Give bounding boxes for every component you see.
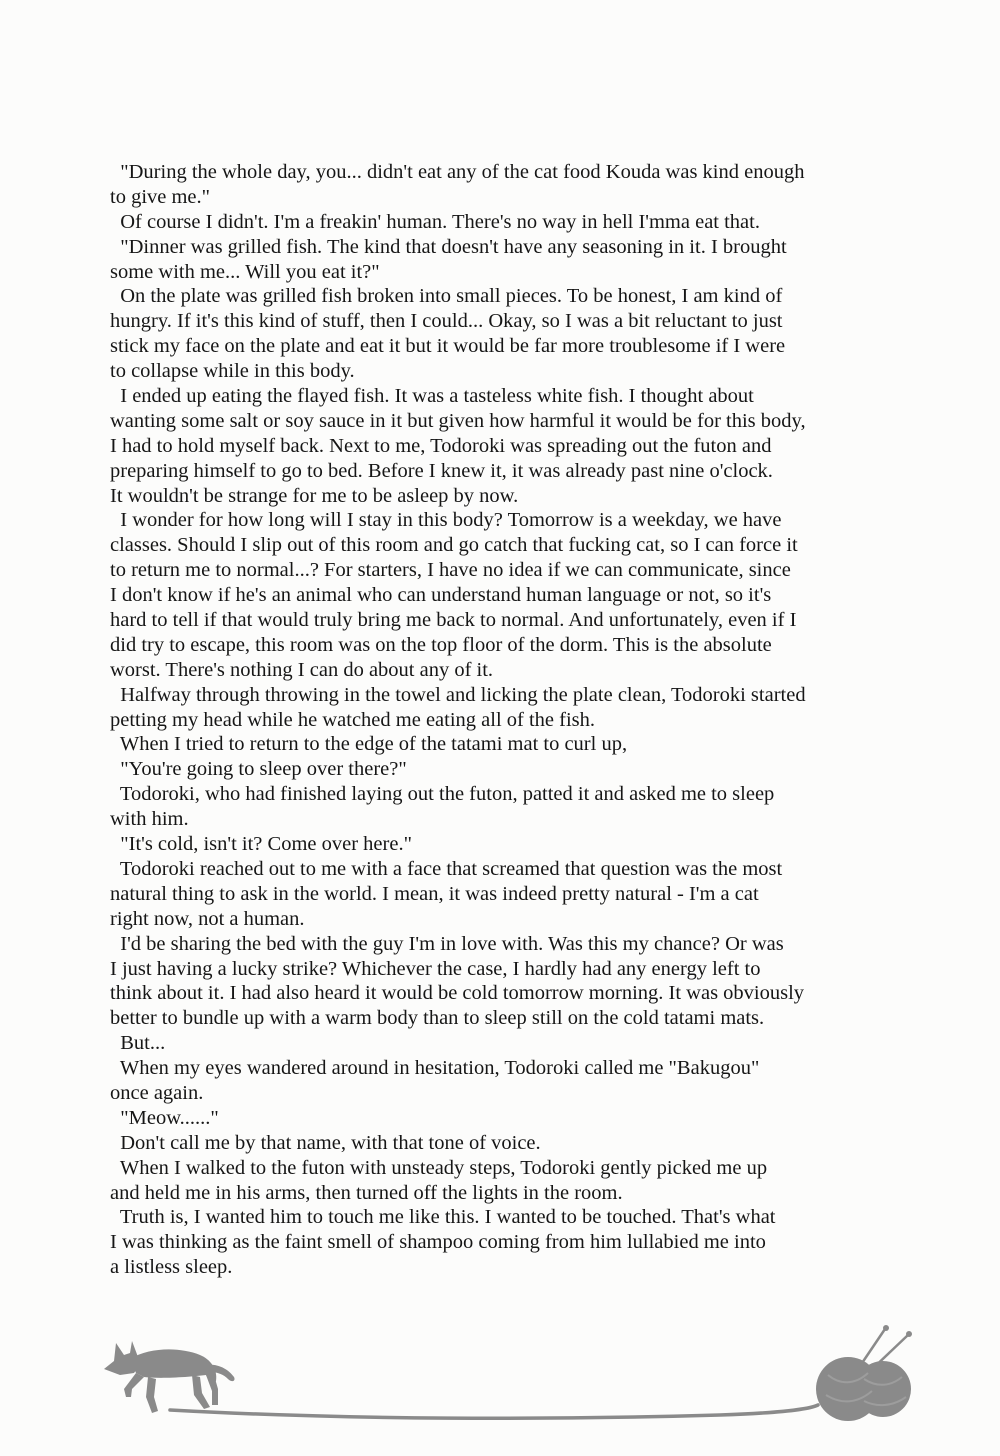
text-line: with him. [110,808,189,831]
text-line: Todoroki reached out to me with a face that screamed that question was the most [110,857,783,880]
text-line: and held me in his arms, then turned off the lights in the room. [110,1181,623,1204]
text-line: some with me... Will you eat it?" [110,260,380,283]
text-line: once again. [110,1081,204,1104]
text-line: Todoroki, who had finished laying out the futon, patted it and asked me to sleep [110,783,775,806]
text-line: classes. Should I slip out of this room and go catch that fucking cat, so I can force it [110,534,798,557]
text-line: When my eyes wandered around in hesitation, Todoroki called me "Bakugou" [110,1057,760,1080]
cat-silhouette-icon [104,1341,235,1413]
text-line: better to bundle up with a warm body than to sleep still on the cold tatami mats. [110,1007,765,1030]
text-line: petting my head while he watched me eating all of the fish. [110,708,596,731]
text-line: hungry. If it's this kind of stuff, then I could... Okay, so I was a bit reluctant to just [110,310,783,333]
yarn-ball-with-needles-icon [816,1325,912,1421]
text-line: wanting some salt or soy sauce in it but given how harmful it would be for this body, [110,409,806,432]
text-line: It wouldn't be strange for me to be asleep by now. [110,484,519,507]
text-line: to give me." [110,185,211,208]
yarn-line [170,1405,818,1418]
story-text [110,160,880,1280]
text-line: I just having a lucky strike? Whichever the case, I hardly had any energy left to [110,957,761,980]
text-line: "It's cold, isn't it? Come over here." [110,833,412,856]
text-line: worst. There's nothing I can do about any of it. [110,658,494,681]
text-line: "You're going to sleep over there?" [110,758,407,781]
text-line: to return me to normal...? For starters, I have no idea if we can communicate, since [110,559,791,582]
text-line: I don't know if he's an animal who can understand human language or not, so it's [110,584,772,607]
text-line: right now, not a human. [110,907,305,930]
text-line: When I walked to the futon with unsteady steps, Todoroki gently picked me up [110,1156,768,1179]
footer-art [100,1325,920,1425]
text-line: Don't call me by that name, with that tone of voice. [110,1131,541,1154]
text-line: Of course I didn't. I'm a freakin' human. There's no way in hell I'mma eat that. [110,210,760,233]
footer-decoration [100,1325,920,1425]
text-line: I had to hold myself back. Next to me, Todoroki was spreading out the futon and [110,434,772,457]
text-line: Truth is, I wanted him to touch me like this. I wanted to be touched. That's what [110,1206,776,1229]
text-line: did try to escape, this room was on the top floor of the dorm. This is the absolute [110,633,772,656]
text-line: I ended up eating the flayed fish. It was a tasteless white fish. I thought about [110,385,754,408]
text-line: Halfway through throwing in the towel and licking the plate clean, Todoroki started [110,683,806,706]
text-line: I was thinking as the faint smell of shampoo coming from him lullabied me into [110,1231,766,1254]
text-line: stick my face on the plate and eat it but it would be far more troublesome if I were [110,335,786,358]
text-line: hard to tell if that would truly bring me back to normal. And unfortunately, even if I [110,609,797,632]
text-line: natural thing to ask in the world. I mean, it was indeed pretty natural - I'm a cat [110,882,759,905]
text-line: "During the whole day, you... didn't eat any of the cat food Kouda was kind enough [110,161,805,183]
text-line: But... [110,1032,166,1055]
text-line: "Dinner was grilled fish. The kind that doesn't have any seasoning in it. I brought [110,235,787,258]
text-line: I wonder for how long will I stay in this body? Tomorrow is a weekday, we have [110,509,782,532]
text-line: think about it. I had also heard it would be cold tomorrow morning. It was obviously [110,982,805,1005]
text-line: preparing himself to go to bed. Before I knew it, it was already past nine o'clock. [110,459,773,482]
text-line: to collapse while in this body. [110,360,355,383]
text-line: I'd be sharing the bed with the guy I'm in love with. Was this my chance? Or was [110,932,784,955]
text-line: "Meow......" [110,1106,219,1129]
text-line: a listless sleep. [110,1256,233,1279]
text-line: When I tried to return to the edge of the tatami mat to curl up, [110,733,628,756]
text-line: On the plate was grilled fish broken into small pieces. To be honest, I am kind of [110,285,783,308]
